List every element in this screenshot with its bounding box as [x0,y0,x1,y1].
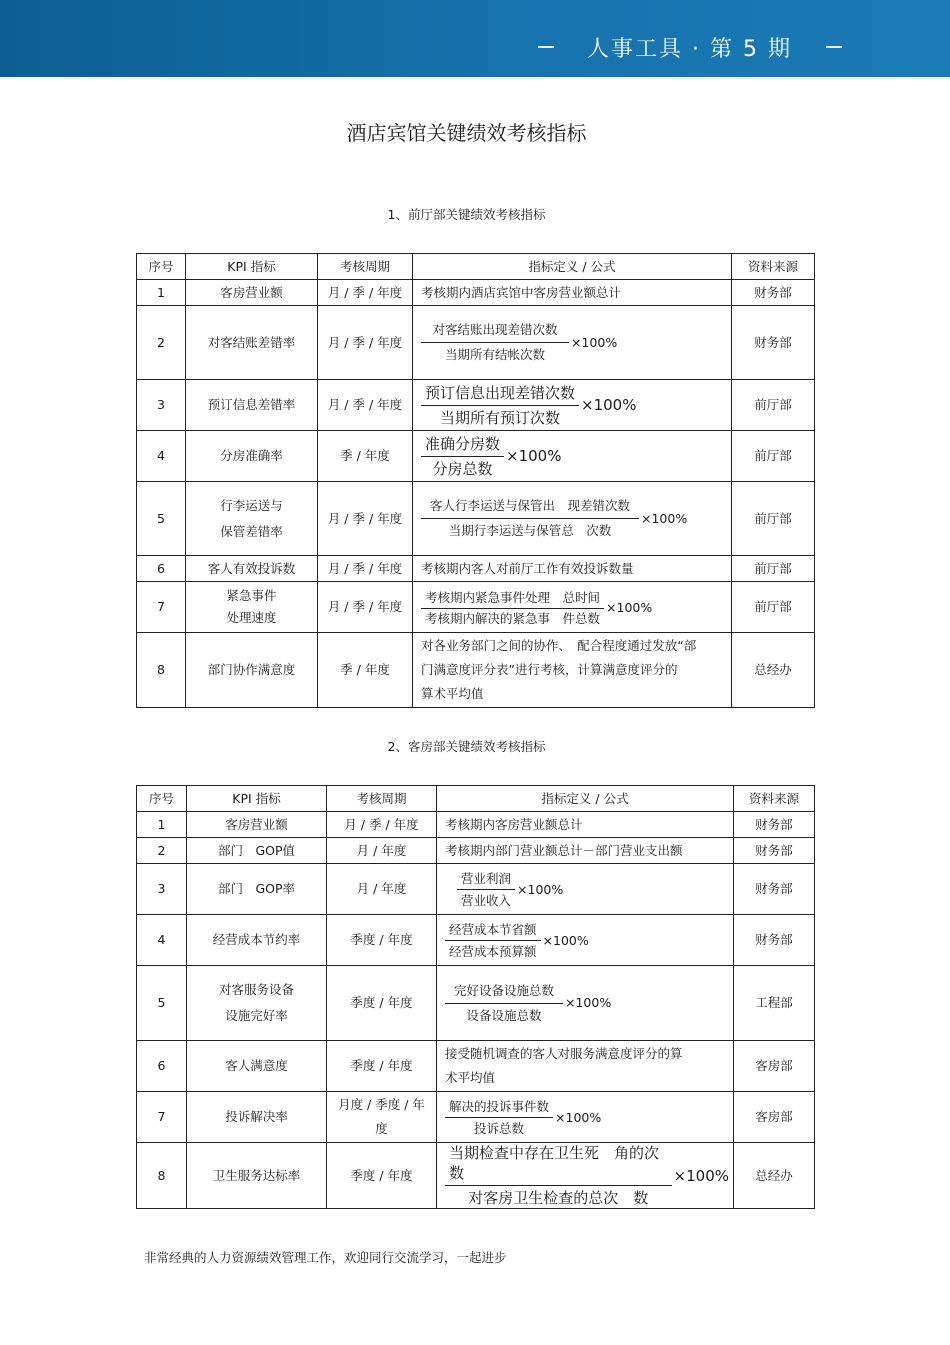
definition-line-2: 术平均值 [445,1070,496,1085]
row-kpi-line-1: 行李运送与 [220,497,283,513]
row-kpi: 客房营业额 [187,812,327,838]
formula-denominator: 营业收入 [461,893,512,908]
row-no: 5 [137,482,186,556]
row-source: 前厅部 [732,380,815,431]
row-no: 4 [137,431,186,482]
row-formula [437,864,734,915]
row-no: 2 [137,838,187,864]
row-period: 月 / 季 / 年度 [318,306,413,380]
table-row [137,306,815,380]
formula-multiplier: ×100% [606,600,653,615]
definition-line-3: 算术平均值 [421,686,484,701]
col-header-kpi: KPI 指标 [186,254,318,280]
row-definition [437,1041,734,1092]
formula-numerator: 考核期内紧急事件处理 总时间 [425,589,601,605]
col-header-source: 资料来源 [732,254,815,280]
row-source: 总经办 [732,633,815,708]
row-source: 前厅部 [732,431,815,482]
formula-multiplier: ×100% [571,334,618,350]
row-source: 前厅部 [732,482,815,556]
row-source: 财务部 [732,280,815,306]
housekeeping-kpi-table [136,785,815,1209]
row-source: 财务部 [734,812,815,838]
formula-denominator: 当期行李运送与保管总 次数 [448,523,612,538]
row-definition: 考核期内客人对前厅工作有效投诉数量 [413,556,732,582]
row-kpi: 分房准确率 [186,431,318,482]
row-kpi-line-2: 处理速度 [226,610,277,625]
table-row [137,431,815,482]
formula-numerator: 完好设备设施总数 [453,982,554,998]
row-no: 1 [137,812,187,838]
formula-denominator: 经营成本预算额 [449,944,537,959]
row-period: 月 / 季 / 年度 [318,482,413,556]
row-formula [413,431,732,482]
row-kpi: 投诉解决率 [187,1092,327,1143]
row-no: 7 [137,1092,187,1143]
row-kpi: 客人有效投诉数 [186,556,318,582]
row-period: 季度 / 年度 [327,966,437,1041]
table-row [137,633,815,708]
definition-line-2: 门满意度评分表”进行考核，计算满意度评分的 [421,662,678,677]
row-period: 季度 / 年度 [327,915,437,966]
col-header-definition: 指标定义 / 公式 [413,254,732,280]
row-formula [437,915,734,966]
row-formula [437,966,734,1041]
header-dash-left [538,46,554,48]
fraction-bar [421,518,639,519]
row-formula [413,482,732,556]
row-kpi: 客房营业额 [186,280,318,306]
formula-numerator: 经营成本节省额 [449,922,537,937]
row-source: 工程部 [734,966,815,1041]
formula-multiplier: ×100% [673,1166,729,1185]
col-header-kpi: KPI 指标 [187,786,327,812]
row-kpi-line-2: 设施完好率 [225,1008,288,1023]
row-kpi: 部门 GOP值 [187,838,327,864]
formula-numerator: 解决的投诉事件数 [449,1099,550,1114]
table-row [137,380,815,431]
header-dash-right [826,46,842,48]
col-header-no: 序号 [137,254,186,280]
row-kpi: 预订信息差错率 [186,380,318,431]
formula-denominator: 当期所有预订次数 [440,408,561,427]
definition-line-1: 接受随机调查的客人对服务满意度评分的算 [445,1046,683,1061]
table-row [137,280,815,306]
row-kpi: 卫生服务达标率 [187,1143,327,1209]
formula-numerator: 营业利润 [461,871,512,886]
col-header-period: 考核周期 [327,786,437,812]
definition-line-1: 对各业务部门之间的协作、 配合程度通过发放“部 [421,638,697,653]
row-period: 月 / 年度 [327,864,437,915]
formula-numerator: 预订信息出现差错次数 [425,383,576,402]
row-kpi-line-1: 对客服务设备 [218,982,294,997]
row-period: 月 / 季 / 年度 [318,582,413,633]
row-no: 6 [137,556,186,582]
row-kpi: 部门 GOP率 [187,864,327,915]
formula-denominator: 分房总数 [432,459,493,478]
row-source: 财务部 [734,838,815,864]
row-period: 季 / 年度 [318,633,413,708]
table-row [137,556,815,582]
col-header-definition: 指标定义 / 公式 [437,786,734,812]
row-period: 季度 / 年度 [327,1041,437,1092]
row-period-line-2: 度 [375,1121,388,1136]
row-source: 前厅部 [732,556,815,582]
row-kpi: 对客结账差错率 [186,306,318,380]
row-no: 2 [137,306,186,380]
fraction-bar [445,1003,563,1004]
row-kpi-line-2: 保管差错率 [220,523,283,539]
table-row [137,966,815,1041]
row-period: 季 / 年度 [318,431,413,482]
table-row [137,1143,815,1209]
row-formula [413,306,732,380]
row-kpi [186,582,318,633]
table-row [137,838,815,864]
row-source: 财务部 [732,306,815,380]
table-row [137,1092,815,1143]
row-period: 季度 / 年度 [327,1143,437,1209]
formula-denominator: 考核期内解决的紧急事 件总数 [425,610,601,626]
row-period: 月 / 季 / 年度 [318,556,413,582]
row-no: 3 [137,864,187,915]
row-no: 5 [137,966,187,1041]
col-header-no: 序号 [137,786,187,812]
row-kpi: 部门协作满意度 [186,633,318,708]
row-formula [413,380,732,431]
row-no: 8 [137,633,186,708]
formula-numerator: 对客结账出现差错次数 [432,322,558,337]
table-row [137,482,815,556]
table-header-row [137,786,815,812]
header-banner [0,0,950,77]
row-definition: 考核期内部门营业额总计－部门营业支出额 [437,838,734,864]
table-row [137,812,815,838]
fraction-bar [421,608,604,609]
row-period [327,1092,437,1143]
formula-multiplier: ×100% [506,447,562,465]
row-formula [437,1143,734,1209]
fraction-bar [421,342,569,343]
formula-numerator: 客人行李运送与保管出 现差错次数 [429,498,630,513]
footer-note: 非常经典的人力资源绩效管理工作，欢迎同行交流学习，一起进步 [144,1250,507,1265]
fraction-bar [457,889,515,890]
row-definition: 考核期内客房营业额总计 [437,812,734,838]
row-kpi: 经营成本节约率 [187,915,327,966]
row-kpi: 客人满意度 [187,1041,327,1092]
row-formula [437,1092,734,1143]
front-office-kpi-table [136,253,815,708]
row-source: 财务部 [734,864,815,915]
formula-multiplier: ×100% [641,510,688,526]
table-row [137,582,815,633]
row-period-line-1: 月度 / 季度 / 年 [338,1097,425,1112]
row-source: 总经办 [734,1143,815,1209]
row-source: 财务部 [734,915,815,966]
formula-multiplier: ×100% [565,995,612,1010]
document-title: 酒店宾馆关键绩效考核指标 [346,121,587,145]
col-header-source: 资料来源 [734,786,815,812]
table-row [137,864,815,915]
formula-denominator: 投诉总数 [474,1121,525,1136]
row-period: 月 / 季 / 年度 [318,380,413,431]
formula-multiplier: ×100% [581,396,637,414]
fraction-bar [445,940,541,941]
issue-label: 人事工具 · 第 5 期 [587,37,792,62]
section-2-title: 2、客房部关键绩效考核指标 [387,739,546,754]
row-source: 客房部 [734,1092,815,1143]
table-row [137,1041,815,1092]
fraction-bar [445,1117,553,1118]
row-no: 8 [137,1143,187,1209]
section-1-title: 1、前厅部关键绩效考核指标 [387,207,546,222]
row-definition [413,633,732,708]
row-source: 客房部 [734,1041,815,1092]
fraction-bar [445,1185,672,1186]
row-kpi [186,482,318,556]
formula-multiplier: ×100% [517,881,564,897]
fraction-bar [421,405,579,406]
row-period: 月 / 季 / 年度 [327,812,437,838]
formula-denominator: 当期所有结帐次数 [444,347,545,362]
row-no: 4 [137,915,187,966]
row-kpi [187,966,327,1041]
row-formula [413,582,732,633]
fraction-bar [421,456,504,457]
formula-denominator: 对客房卫生检查的总次 数 [468,1189,649,1207]
row-period: 月 / 季 / 年度 [318,280,413,306]
row-period: 月 / 年度 [327,838,437,864]
row-no: 3 [137,380,186,431]
row-no: 6 [137,1041,187,1092]
row-no: 1 [137,280,186,306]
row-definition: 考核期内酒店宾馆中客房营业额总计 [413,280,732,306]
col-header-period: 考核周期 [318,254,413,280]
row-source: 前厅部 [732,582,815,633]
formula-multiplier: ×100% [542,932,589,948]
formula-numerator: 准确分房数 [425,434,501,453]
formula-denominator: 设备设施总数 [466,1007,542,1023]
row-kpi-line-1: 紧急事件 [226,588,277,603]
table-row [137,915,815,966]
row-no: 7 [137,582,186,633]
formula-multiplier: ×100% [555,1109,602,1125]
formula-numerator: 当期检查中存在卫生死 角的次数 [449,1144,660,1182]
table-header-row [137,254,815,280]
